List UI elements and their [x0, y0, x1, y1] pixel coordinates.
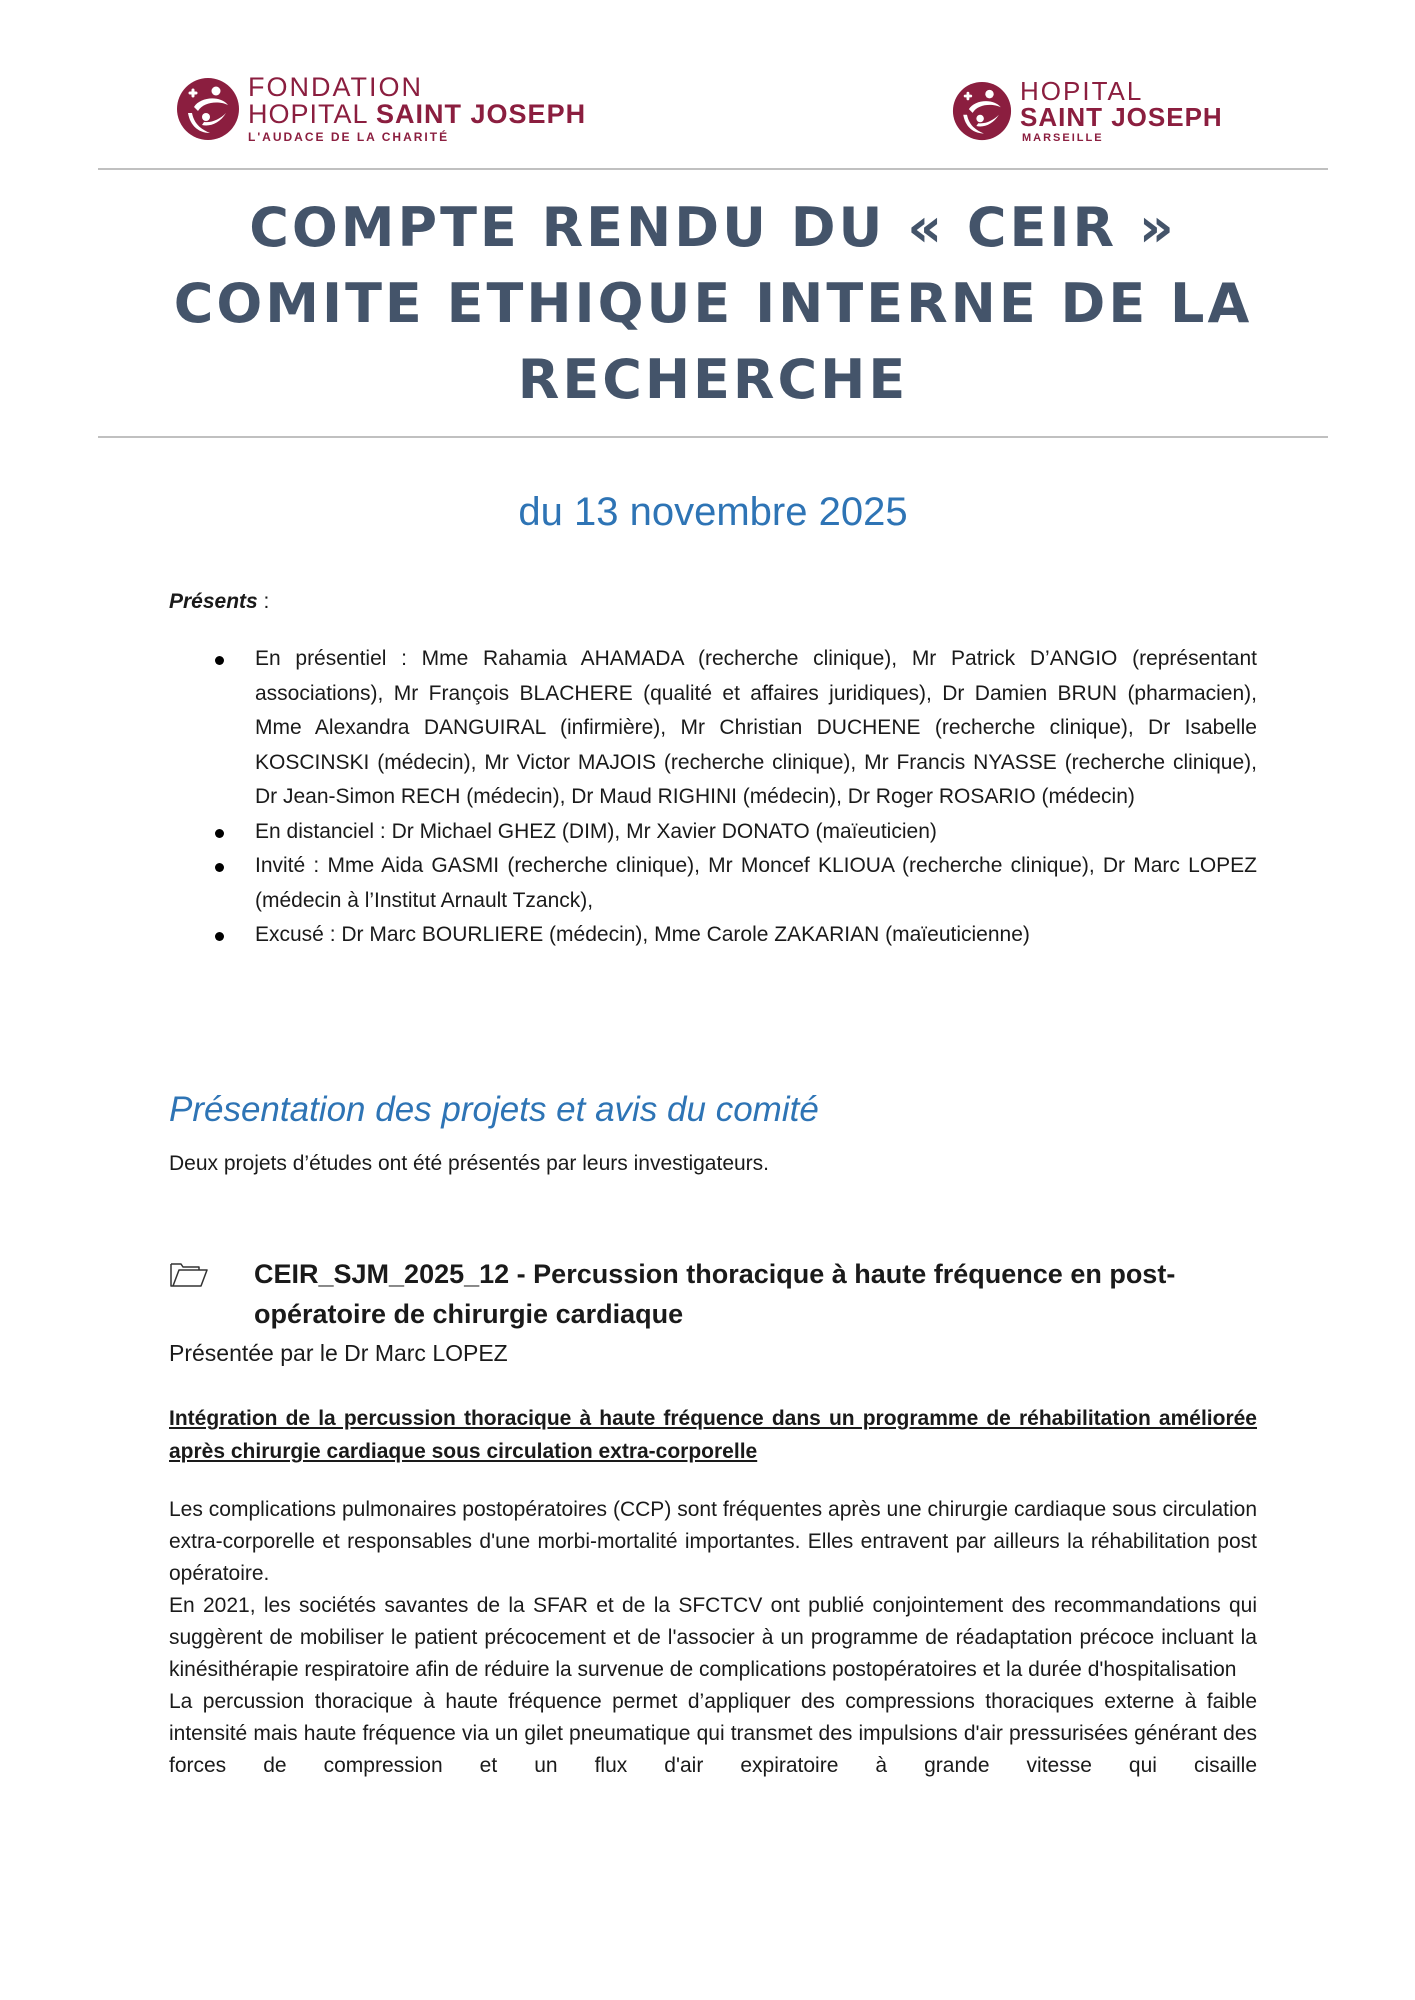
logo-right-city: MARSEILLE	[1022, 132, 1104, 144]
attendance-label-suffix: :	[257, 590, 270, 613]
logo-right-line2: SAINT JOSEPH	[1020, 102, 1223, 132]
project-presenter: Présentée par le Dr Marc LOPEZ	[169, 1340, 508, 1366]
folder-open-icon	[169, 1260, 209, 1288]
logo-left-line2-bold: SAINT JOSEPH	[376, 99, 587, 129]
attendance-label-text: Présents	[169, 590, 258, 613]
attendance-item-remote: En distanciel : Dr Michael GHEZ (DIM), Mr Xavier DONATO (maïeuticien)	[169, 815, 1257, 850]
page-title	[98, 190, 1328, 418]
section-intro: Deux projets d’études ont été présentés par leurs investigateurs.	[169, 1152, 770, 1175]
title-divider	[98, 436, 1328, 438]
hospital-logo	[952, 78, 1223, 144]
attendance-list	[169, 642, 1257, 953]
hospital-emblem-icon	[176, 77, 240, 141]
paragraph-2: En 2021, les sociétés savantes de la SFAR et de la SFCTCV ont publié conjointement des recommandations qui suggèrent de mobiliser le patient précocement et de l'associer à un programme de réadaptation précoce incluant la kinésithérapie respiratoire afin de réduire la survenue de complications postopératoires et la durée d'hospitalisation	[169, 1594, 1257, 1681]
attendance-label	[169, 590, 1257, 614]
meeting-date: du 13 novembre 2025	[518, 490, 908, 534]
title-line-3: RECHERCHE	[517, 348, 909, 411]
title-line-2: COMITE ETHIQUE INTERNE DE LA	[173, 272, 1253, 335]
attendance-item-in-person: En présentiel : Mme Rahamia AHAMADA (recherche clinique), Mr Patrick D’ANGIO (représentant associations), Mr François BLACHERE (qualité et affaires juridiques), Dr Damien BRUN (pharmacien), Mme Alexandra DANGUIRAL (infirmière), Mr Christian DUCHENE (recherche clinique), Dr Isabelle KOSCINSKI (médecin), Mr Victor MAJOIS (recherche clinique), Mr Francis NYASSE (recherche clinique), Dr Jean-Simon RECH (médecin), Dr Maud RIGHINI (médecin), Dr Roger ROSARIO (médecin)	[169, 642, 1257, 815]
section-heading: Présentation des projets et avis du comité	[169, 1090, 819, 1129]
paragraph-1: Les complications pulmonaires postopératoires (CCP) sont fréquentes après une chirurgie cardiaque sous circulation extra-corporelle et responsables d'une morbi-mortalité importantes. Elles entravent par ailleurs la réhabilitation post opératoire.	[169, 1498, 1257, 1585]
fondation-logo	[176, 74, 586, 143]
project-description	[169, 1494, 1257, 1782]
attendance-item-guests: Invité : Mme Aida GASMI (recherche clinique), Mr Moncef KLIOUA (recherche clinique), Dr Marc LOPEZ (médecin à l’Institut Arnault Tzanck),	[169, 849, 1257, 918]
project-title: CEIR_SJM_2025_12 - Percussion thoracique à haute fréquence en post-opératoire de chirurgie cardiaque	[254, 1259, 1176, 1329]
logo-left-line1: FONDATION	[248, 72, 423, 102]
attendance-item-excused: Excusé : Dr Marc BOURLIERE (médecin), Mme Carole ZAKARIAN (maïeuticienne)	[169, 918, 1257, 953]
paragraph-3: La percussion thoracique à haute fréquence permet d’appliquer des compressions thoraciques externe à faible intensité mais haute fréquence via un gilet pneumatique qui transmet des impulsions d'air pressurisées générant des forces de compression et un flux d'air expiratoire à grande vitesse qui cisaille	[169, 1690, 1257, 1777]
logo-left-line2-regular: HOPITAL	[248, 99, 377, 129]
project-subtitle: Intégration de la percussion thoracique à haute fréquence dans un programme de réhabilitation améliorée après chirurgie cardiaque sous circulation extra-corporelle	[169, 1407, 1257, 1463]
hospital-emblem-icon	[952, 81, 1012, 141]
logo-left-tagline: L'AUDACE DE LA CHARITÉ	[248, 130, 450, 144]
logo-right-line1: HOPITAL	[1020, 76, 1144, 106]
header-divider	[98, 168, 1328, 170]
title-line-1: COMPTE RENDU DU « CEIR »	[249, 196, 1177, 259]
